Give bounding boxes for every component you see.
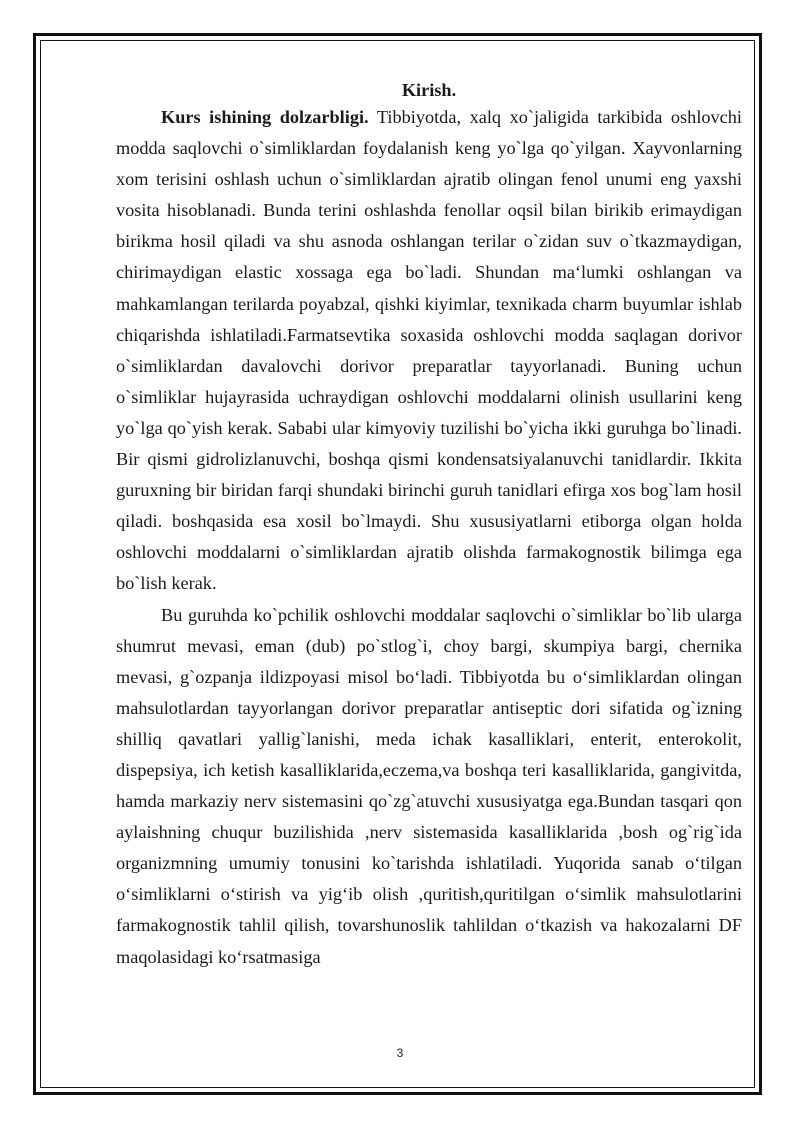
document-heading: Kirish. (401, 80, 457, 100)
paragraph-text: Bu guruhda ko`pchilik oshlovchi moddalar saqlovchi o`simliklar bo`lib ularga shumrut mevasi, eman (dub) po`stlog`i, choy bargi, skumpiya bargi, chernika mevasi, g`ozpanja ildizpoyasi misol boʻladi. Tibbiyotda bu oʻsimliklardan olingan mahsulotlardan tayyorlangan dorivor preparatlar antiseptic dori sifatida og`izning shilliq qavatlari yallig`lanishi, meda ichak kasalliklari, enterit, enterokolit, dispepsiya, ich ketish kasalliklarida,eczema,va boshqa teri kasalliklarida, gangivitda, hamda markaziy nerv sistemasini qo`zg`atuvchi xususiyatga ega.Bundan tasqari qon aylaishning chuqur buzilishida ,nerv sistemasida kasalliklarida ,bosh og`rig`ida organizmning umumiy tonusini ko`tarishda ishlatiladi. Yuqorida sanab oʻtilgan oʻsimliklarni oʻstirish va yigʻib olish ,quritish,quritilgan oʻsimlik mahsulotlarini farmakognostik tahlil qilish, tovarshunoslik tahlildan oʻtkazish va hakozalarni DF maqolasidagi koʻrsatmasiga (116, 604, 742, 967)
paragraph-plants (116, 600, 742, 973)
page-number: 3 (396, 1046, 404, 1060)
paragraph-text: Tibbiyotda, xalq xo`jaligida tarkibida oshlovchi modda saqlovchi o`simliklardan foydalanish keng yo`lga qo`yilgan. Xayvonlarning xom terisini oshlash uchun o`simliklardan ajratib olingan fenol unumi eng yaxshi vosita hisoblanadi. Bunda terini oshlashda fenollar oqsil bilan birikib erimaydigan birikma hosil qiladi va shu asnoda oshlangan terilar o`zidan suv o`tkazmaydigan, chirimaydigan elastic xossaga ega bo`ladi. Shundan maʻlumki oshlangan va mahkamlangan terilarda poyabzal, qishki kiyimlar, texnikada charm buyumlar ishlab chiqarishda ishlatiladi.Farmatsevtika soxasida oshlovchi modda saqlagan dorivor o`simliklardan davalovchi dorivor preparatlar tayyorlanadi. Buning uchun o`simliklar hujayrasida uchraydigan oshlovchi moddalarni olinish usullarini keng yo`lga qo`yish kerak. Sababi ular kimyoviy tuzilishi bo`yicha ikki guruhga bo`linadi. Bir qismi gidrolizlanuvchi, boshqa qismi kondensatsiyalanuvchi tanidlardir. Ikkita guruxning bir biridan farqi shundaki birinchi guruh tanidlari efirga xos bog`lam hosil qiladi. boshqasida esa xosil bo`lmaydi. Shu xususiyatlarni etiborga olgan holda oshlovchi moddalarni o`simliklardan ajratib olishda farmakognostik bilimga ega bo`lish kerak. (116, 107, 743, 594)
document-body (116, 78, 742, 973)
paragraph-relevance (116, 102, 742, 600)
paragraph-lead: Kurs ishining dolzarbligi. (161, 107, 369, 127)
